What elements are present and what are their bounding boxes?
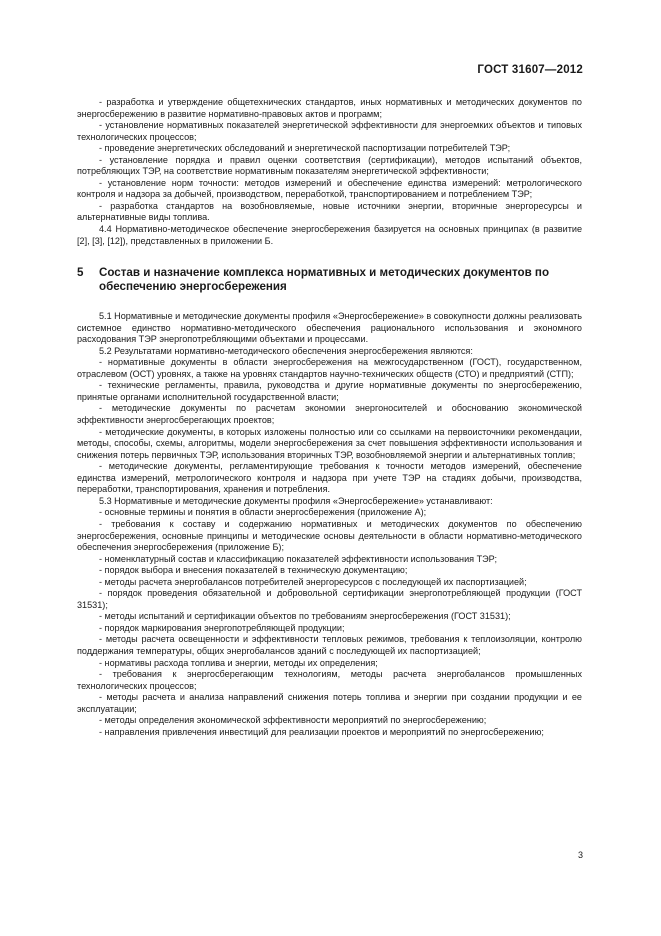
paragraph: - методы определения экономической эффективности мероприятий по энергосбережению;: [99, 715, 487, 726]
paragraph: - направления привлечения инвестиций для реализации проектов и мероприятий по энергосбережению;: [99, 726, 544, 737]
paragraph: - основные термины и понятия в области энергосбережения (приложение А);: [99, 507, 427, 518]
paragraph: - установление норм точности: методов измерений и обеспечение единства измерений: метрологического контроля и надзора за добычей, производством, переработкой, транспортированием и потреблением ТЭР;: [77, 177, 582, 200]
paragraph: - порядок маркирования энергопотребляющей продукции;: [99, 622, 345, 633]
paragraph: - порядок проведения обязательной и добровольной сертификации энергопотребляющей продукции (ГОСТ 31531);: [77, 588, 582, 610]
paragraph: 4.4 Нормативно-методическое обеспечение энергосбережения базируется на основных принципах (в развитие [2], [3], [12]), представленных в приложении Б.: [77, 224, 582, 246]
page-number: 3: [577, 850, 583, 860]
paragraph: - методы испытаний и сертификации объектов по требованиям энергосбережения (ГОСТ 31531);: [99, 611, 511, 622]
paragraph: 5.3 Нормативные и методические документы профиля «Энергосбережение» устанавливают:: [99, 495, 493, 506]
section-heading: [77, 266, 582, 294]
paragraph: - требования к энергосберегающим технологиям, методы расчета энергобалансов промышленных технологических процессов;: [77, 669, 582, 691]
paragraph: - разработка стандартов на возобновляемые, новые источники энергии, вторичные энергоресурсы и альтернативные виды топлива.: [77, 200, 582, 223]
paragraph: 5.1 Нормативные и методические документы профиля «Энергосбережение» в совокупности должны реализовать системное единство нормативно-методического обеспечения рационального использования и экономного расходования ТЭР энергопотребляющими объектами и процессами.: [77, 311, 583, 345]
paragraph-group-2: [77, 311, 582, 738]
paragraph: - порядок выбора и внесения показателей в техническую документацию;: [99, 565, 408, 576]
paragraph: - установление нормативных показателей энергетической эффективности для энергоемких объектов и типовых технологических процессов;: [77, 120, 582, 142]
paragraph: - нормативные документы в области энергосбережения на межгосударственном (ГОСТ), государственном, отраслевом (ОСТ) уровнях, а также на уровнях стандартов научно-технических обществ (СТО) и предприятий (СТП);: [77, 357, 582, 379]
paragraph: - нормативы расхода топлива и энергии, методы их определения;: [99, 657, 378, 668]
paragraph: - разработка и утверждение общетехнических стандартов, иных нормативных и методических документов по энергосбережению в развитие нормативно-правовых актов и программ;: [77, 97, 582, 119]
paragraph: - номенклатурный состав и классификацию показателей эффективности использования ТЭР;: [99, 553, 498, 564]
paragraph: - установление порядка и правил оценки соответствия (сертификации), методов испытаний объектов, потребляющих ТЭР, на соответствие нормативным показателям энергетической эффективности;: [77, 154, 582, 177]
document-body: [77, 97, 582, 738]
document-code-header: ГОСТ 31607—2012: [477, 64, 583, 76]
paragraph: - методические документы, регламентирующие требования к точности методов измерений, обеспечение единства измерений, метрологического контроля и надзора при учете ТЭР на стадиях добычи, производства, переработки, транспортирования, хранения и потребления.: [77, 461, 582, 495]
paragraph: - методические документы по расчетам экономии энергоносителей и обоснованию экономической эффективности энергосберегающих проектов;: [77, 403, 582, 426]
paragraph: - методы расчета и анализа направлений снижения потерь топлива и энергии при создании продукции и ее эксплуатации;: [77, 692, 582, 714]
paragraph: - методические документы, в которых изложены полностью или со ссылками на первоисточники рекомендации, методы, способы, схемы, алгоритмы, модели энергосбережения за счет повышения эффективности использования и снижения потерь первичных ТЭР, использования вторичных ТЭР, возобновляемой энергии и альтернативных топлив;: [77, 426, 582, 460]
paragraph: 5.2 Результатами нормативно-методического обеспечения энергосбережения являются:: [99, 345, 473, 356]
paragraph: - требования к составу и содержанию нормативных и методических документов по обеспечению энергосбережения, основные принципы и методические основы деятельности в области нормативно-методического обеспечения энергосбережения (приложение Б);: [77, 518, 582, 553]
paragraph: - проведение энергетических обследований и энергетической паспортизации потребителей ТЭР;: [99, 143, 511, 154]
paragraph: - технические регламенты, правила, руководства и другие нормативные документы по энергосбережению, принятые органами исполнительной государственной власти;: [77, 380, 582, 402]
section-number: 5: [77, 266, 84, 280]
paragraph-group-1: [77, 97, 582, 247]
paragraph: - методы расчета энергобалансов потребителей энергоресурсов с последующей их паспортизацией;: [99, 576, 527, 587]
paragraph: - методы расчета освещенности и эффективности тепловых режимов, требования к теплоизоляции, контролю поддержания температуры, общих энергобалансов зданий с последующей их паспортизацией;: [77, 634, 582, 656]
section-title-text: Состав и назначение комплекса нормативных и методических документов по обеспечению энергосбережения: [99, 266, 550, 294]
